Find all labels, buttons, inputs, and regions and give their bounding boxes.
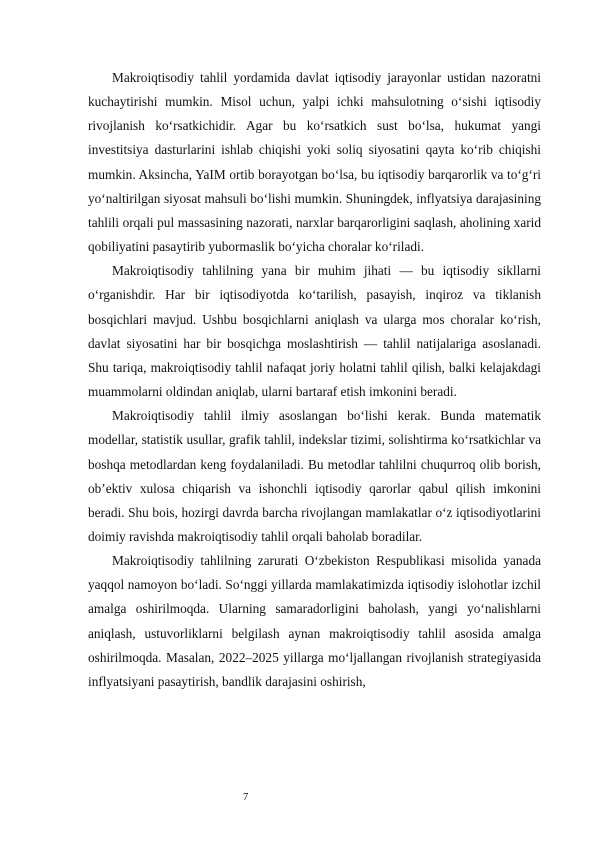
paragraph-4: Makroiqtisodiy tahlilning zarurati O‘zbekiston Respublikasi misolida yanada yaqqol namoyon bo‘ladi. So‘nggi yillarda mamlakatimizda iqtisodiy islohotlar izchil amalga oshirilmoqda. Ularning samaradorligini baholash, yangi yo‘nalishlarni aniqlash, ustuvorliklarni belgilash aynan makroiqtisodiy tahlil asosida amalga oshirilmoqda. Masalan, 2022–2025 yillarga mo‘ljallangan rivojlanish strategiyasida inflyatsiyani pasaytirish, bandlik darajasini oshirish, [88,553,541,689]
paragraph-2: Makroiqtisodiy tahlilning yana bir muhim jihati — bu iqtisodiy sikllarni o‘rganishdir. Har bir iqtisodiyotda ko‘tarilish, pasayish, inqiroz va tiklanish bosqichlari mavjud. Ushbu bosqichlarni aniqlash va ularga mos choralar ko‘rish, davlat siyosatini har bir bosqichga moslashtirish — tahlil natijalariga asoslanadi. Shu tariqa, makroiqtisodiy tahlil nafaqat joriy holatni tahlil qilish, balki kelajakdagi muammolarni oldindan aniqlab, ularni bartaraf etish imkonini beradi. [88,263,541,400]
paragraph-1: Makroiqtisodiy tahlil yordamida davlat iqtisodiy jarayonlar ustidan nazoratni kuchaytirishi mumkin. Misol uchun, yalpi ichki mahsulotning o‘sishi iqtisodiy rivojlanish ko‘rsatkichidir. Agar bu ko‘rsatkich sust bo‘lsa, hukumat yangi investitsiya dasturlarini ishlab chiqishi yoki soliq siyosatini qayta ko‘rib chiqishi mumkin. Aksincha, YaIM ortib borayotgan bo‘lsa, bu iqtisodiy barqarorlik va to‘g‘ri yo‘naltirilgan siyosat mahsuli bo‘lishi mumkin. Shuningdek, inflyatsiya darajasining tahlili orqali pul massasining nazorati, narxlar barqarorligini saqlash, aholining xarid qobiliyatini pasaytirib yubormaslik bo‘yicha choralar ko‘riladi. [88,70,541,255]
document-body [88,66,541,694]
page-number: 7 [243,792,249,803]
paragraph-3: Makroiqtisodiy tahlil ilmiy asoslangan bo‘lishi kerak. Bunda matematik modellar, statistik usullar, grafik tahlil, indekslar tizimi, solishtirma ko‘rsatkichlar va boshqa metodlardan keng foydalaniladi. Bu metodlar tahlilni chuqurroq olib borish, ob’ektiv xulosa chiqarish va ishonchli iqtisodiy qarorlar qabul qilish imkonini beradi. Shu bois, hozirgi davrda barcha rivojlangan mamlakatlar o‘z iqtisodiyotlarini doimiy ravishda makroiqtisodiy tahlil orqali baholab boradilar. [88,408,541,544]
